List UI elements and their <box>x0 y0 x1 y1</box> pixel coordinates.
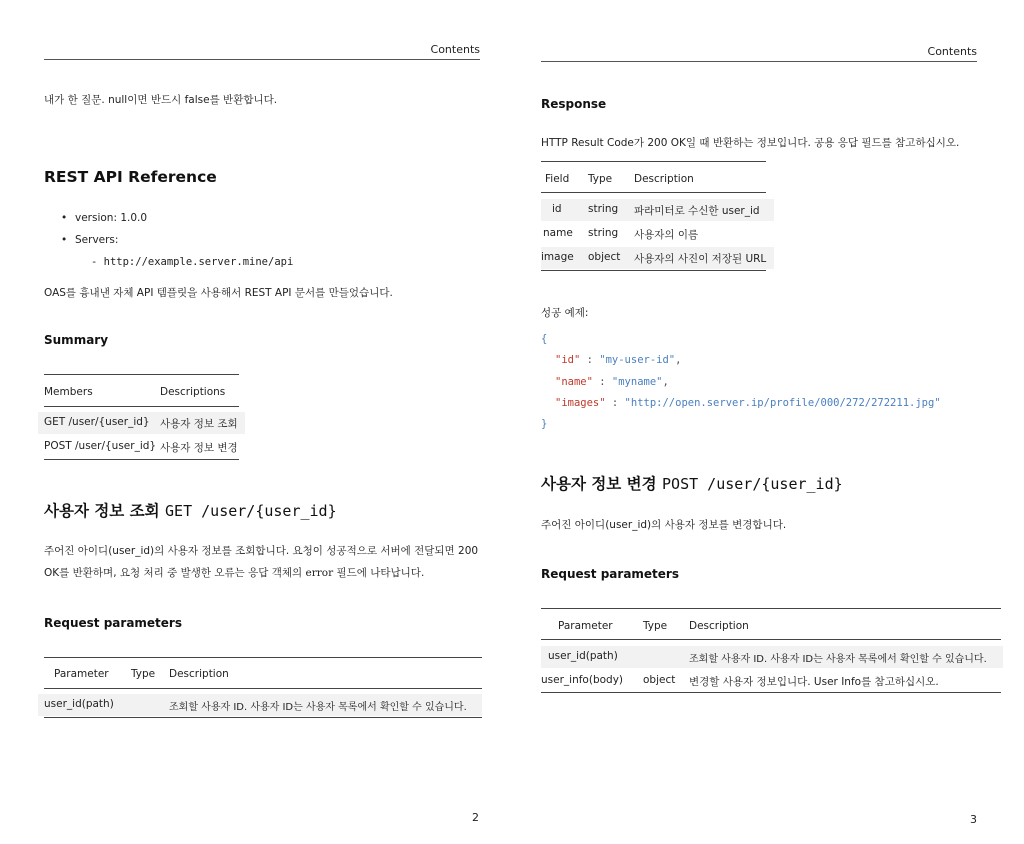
table-row <box>541 247 774 269</box>
type-cell: object <box>643 674 676 686</box>
field-cell: image <box>541 251 574 263</box>
description-cell: 사용자의 이름 <box>634 229 699 241</box>
table-header-row <box>541 169 766 191</box>
title-endpoint: POST /user/{user_id} <box>662 475 843 493</box>
col-type: Type <box>588 173 613 185</box>
table-rule <box>541 192 766 193</box>
desc-line-2: OK를 반환하며, 요청 처리 중 발생한 오류는 응답 객체의 error 필드에 나타납니다. <box>44 567 425 579</box>
table-rule <box>44 406 239 407</box>
version-item: • version: 1.0.0 <box>61 212 147 224</box>
parameter-cell: user_id(path) <box>44 698 114 710</box>
description-cell: 조회할 사용자 ID. 사용자 ID는 사용자 목록에서 확인할 수 있습니다. <box>169 702 467 713</box>
intro-text: 내가 한 질문. null이면 반드시 false를 반환합니다. <box>44 94 278 106</box>
table-row <box>541 223 774 245</box>
member-cell: GET /user/{user_id} <box>44 416 150 428</box>
col-field: Field <box>545 173 570 185</box>
parameter-cell: user_info(body) <box>541 674 624 686</box>
col-type: Type <box>643 620 668 632</box>
col-parameter: Parameter <box>558 620 613 632</box>
api-reference-title: REST API Reference <box>44 168 217 186</box>
col-description: Description <box>634 173 694 185</box>
error-field-code: error <box>305 567 334 579</box>
page-number: 2 <box>472 811 479 824</box>
table-rule <box>44 717 482 718</box>
table-header-row <box>44 382 239 404</box>
json-close-brace: } <box>541 418 548 430</box>
field-cell: id <box>552 203 562 215</box>
title-endpoint: GET /user/{user_id} <box>165 502 337 520</box>
table-row <box>541 646 1003 668</box>
description-cell: 사용자 정보 조회 <box>160 418 238 430</box>
get-description <box>44 540 484 584</box>
type-cell: string <box>588 227 619 239</box>
get-section-title <box>44 499 337 521</box>
response-title: Response <box>541 97 607 111</box>
oas-description: OAS를 흉내낸 자체 API 템플릿을 사용해서 REST API 문서를 만들었습니다. <box>44 287 393 299</box>
type-cell: object <box>588 251 621 263</box>
table-row <box>541 670 1001 692</box>
col-parameter: Parameter <box>54 668 109 680</box>
page-number: 3 <box>970 813 977 826</box>
page-2 <box>44 0 482 844</box>
response-description: HTTP Result Code가 200 OK일 때 반환하는 정보입니다. 공용 응답 필드를 참고하십시오. <box>541 137 960 149</box>
summary-title: Summary <box>44 333 109 347</box>
col-type: Type <box>131 668 156 680</box>
col-description: Description <box>169 668 229 680</box>
parameter-cell: user_id(path) <box>548 650 618 662</box>
table-header-row <box>44 664 482 686</box>
json-line-id: "id" : "my-user-id", <box>555 354 682 366</box>
page-3 <box>541 0 1001 844</box>
post-section-title <box>541 472 843 494</box>
title-korean: 사용자 정보 변경 <box>541 475 657 493</box>
table-row <box>541 199 774 221</box>
request-parameters-title: Request parameters <box>44 616 182 630</box>
col-descriptions: Descriptions <box>160 386 226 398</box>
member-cell: POST /user/{user_id} <box>44 440 157 452</box>
col-members: Members <box>44 386 93 398</box>
server-url: - http://example.server.mine/api <box>91 256 294 268</box>
field-cell: name <box>543 227 573 239</box>
desc-line-1: 주어진 아이디(user_id)의 사용자 정보를 조회합니다. 요청이 성공적으로 서버에 전달되면 200 <box>44 545 479 557</box>
json-open-brace: { <box>541 333 548 345</box>
post-description: 주어진 아이디(user_id)의 사용자 정보를 변경합니다. <box>541 519 787 531</box>
table-rule <box>541 270 766 271</box>
table-rule <box>541 692 1001 693</box>
table-rule <box>541 608 1001 609</box>
example-title: 성공 예제: <box>541 307 589 319</box>
description-cell: 조회할 사용자 ID. 사용자 ID는 사용자 목록에서 확인할 수 있습니다. <box>689 654 987 665</box>
servers-item: • Servers: <box>61 234 118 246</box>
description-cell: 사용자 정보 변경 <box>160 442 238 454</box>
running-header: Contents <box>44 43 480 60</box>
json-line-images: "images" : "http://open.server.ip/profile/000/272/272211.jpg" <box>555 397 941 409</box>
table-row <box>44 436 239 458</box>
description-cell: 사용자의 사진이 저장된 URL <box>634 253 767 265</box>
running-header: Contents <box>541 45 977 62</box>
description-cell: 변경할 사용자 정보입니다. User Info를 참고하십시오. <box>689 676 939 688</box>
type-cell: string <box>588 203 619 215</box>
table-rule <box>44 657 482 658</box>
table-rule <box>541 639 1001 640</box>
table-rule <box>44 688 482 689</box>
table-row <box>38 412 245 434</box>
title-korean: 사용자 정보 조회 <box>44 502 160 520</box>
table-row <box>38 694 482 716</box>
table-header-row <box>541 616 1001 638</box>
request-parameters-title: Request parameters <box>541 567 679 581</box>
table-rule <box>44 374 239 375</box>
table-rule <box>541 161 766 162</box>
json-line-name: "name" : "myname", <box>555 376 669 388</box>
col-description: Description <box>689 620 749 632</box>
table-rule <box>44 459 239 460</box>
description-cell: 파라미터로 수신한 user_id <box>634 205 760 217</box>
